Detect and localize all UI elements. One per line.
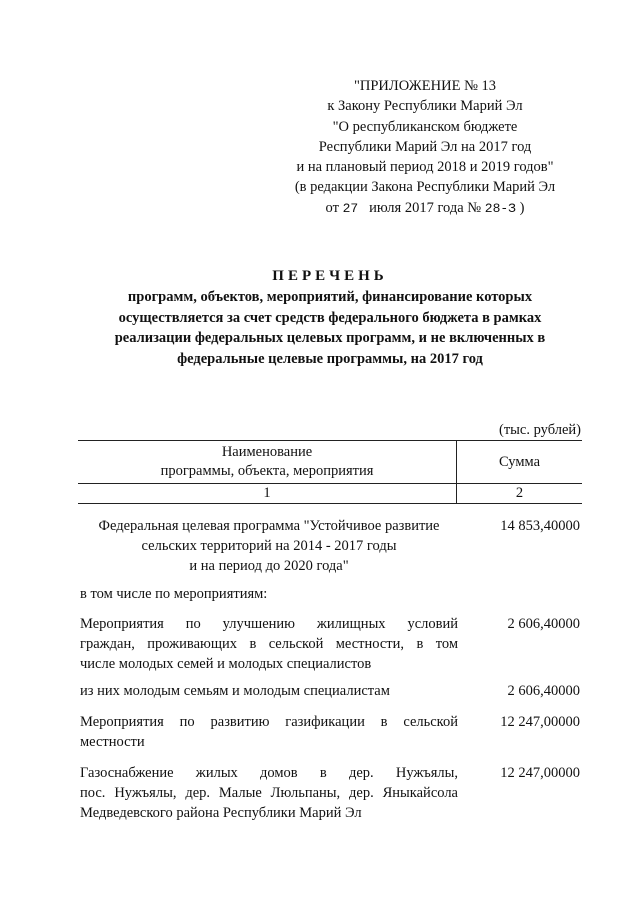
date-close: )	[519, 199, 525, 216]
row-amount: 14 853,40000	[500, 518, 580, 534]
date-prefix: от	[325, 199, 339, 216]
subtitle-line: реализации федеральных целевых программ, и не включенных в	[114, 330, 546, 346]
row-amount: 2 606,40000	[507, 616, 580, 632]
subtitle-line: программ, объектов, мероприятий, финансирование которых	[127, 289, 533, 305]
column-number-1: 1	[78, 484, 457, 504]
subtitle-line: федеральные целевые программы, на 2017 год	[177, 350, 483, 367]
heading-word: ПЕРЕЧЕНЬ	[272, 268, 388, 284]
date-day: 27	[342, 200, 359, 216]
column-number-2: 2	[457, 484, 583, 504]
row-amount: 12 247,00000	[500, 714, 580, 730]
column-header-name: Наименование программы, объекта, мероприятия	[78, 441, 457, 484]
appendix-law-ref: к Закону Республики Марий Эл	[327, 98, 523, 115]
row-name: Газоснабжение жилых домов в дер. Нужъялы, пос. Нужъялы, дер. Малые Люльпаны, дер. Яныкайсола Медведевского района Республики Марий Эл	[80, 765, 458, 821]
row-amount: 12 247,00000	[500, 765, 580, 781]
row-amount: 2 606,40000	[507, 683, 580, 699]
row-name: в том числе по мероприятиям:	[80, 586, 268, 602]
row-name: Мероприятия по улучшению жилищных условий граждан, проживающих в сельской местности, в том числе молодых семей и молодых специалистов	[80, 616, 458, 672]
units-label: (тыс. рублей)	[499, 422, 581, 438]
row-name: Федеральная целевая программа "Устойчивое развитие сельских территорий на 2014 - 2017 годы и на период до 2020 года"	[98, 518, 440, 574]
appendix-header	[260, 76, 590, 219]
appendix-planning-period: и на плановый период 2018 и 2019 годов"	[296, 159, 554, 176]
appendix-law-name-cont: Республики Марий Эл на 2017 год	[318, 138, 532, 155]
document-heading	[60, 265, 600, 369]
appendix-title: "ПРИЛОЖЕНИЕ № 13	[353, 78, 497, 94]
appendix-law-name: "О республиканском бюджете	[332, 118, 518, 135]
appendix-edition: (в редакции Закона Республики Марий Эл	[294, 179, 556, 196]
subtitle-line: осуществляется за счет средств федерального бюджета в рамках	[118, 309, 542, 326]
date-month-year: июля 2017 года №	[369, 199, 482, 216]
law-number: 28-З	[484, 200, 516, 216]
column-header-sum: Сумма	[457, 441, 583, 484]
table-header	[78, 440, 582, 504]
row-name: Мероприятия по развитию газификации в сельской местности	[80, 714, 458, 750]
heading-subtitle	[60, 287, 600, 369]
appendix-edition-date	[260, 198, 590, 219]
row-name: из них молодым семьям и молодым специалистам	[80, 683, 390, 699]
